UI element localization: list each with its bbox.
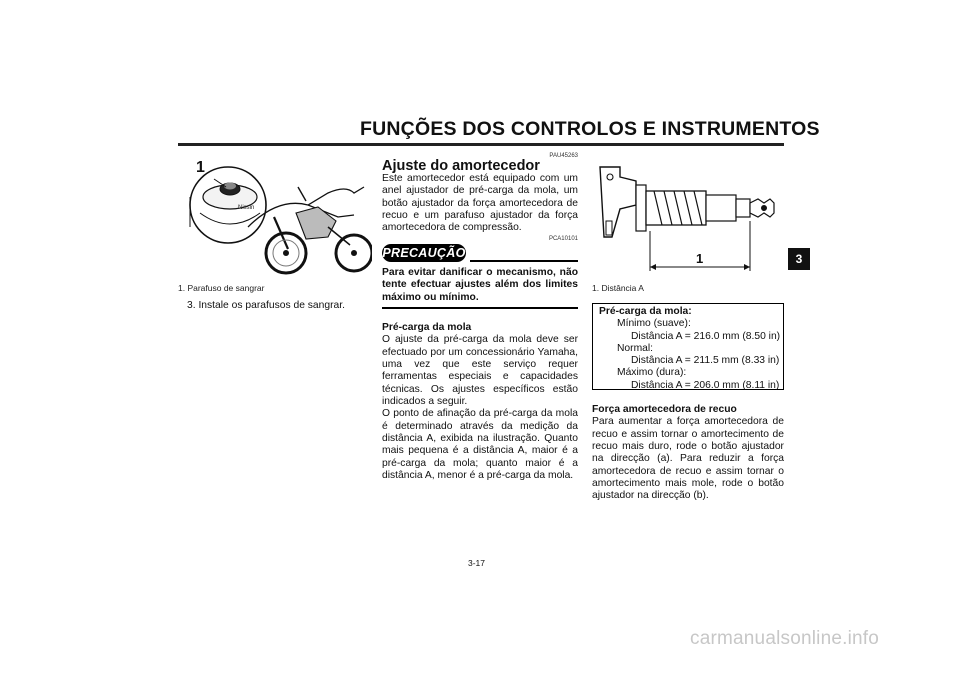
intro-text: Este amortecedor está equipado com um anel ajustador de pré-carga da mola, um botão ajustador da força amortecedora de recuo e um parafuso ajustador da força amortecedora de compressão. — [382, 173, 578, 234]
spec-normal-label: Normal: — [617, 342, 654, 354]
figure-callout-distance: 1 — [696, 251, 704, 266]
caution-end-rule — [382, 307, 578, 309]
preload-heading: Pré-carga da mola — [382, 322, 472, 333]
figure-callout-1: 1 — [196, 159, 205, 176]
figure-caption-distance: 1. Distância A — [592, 283, 644, 293]
section-code: PAU45263 — [549, 153, 578, 159]
figure-caption: 1. Parafuso de sangrar — [178, 283, 265, 293]
step-text: 3. Instale os parafusos de sangrar. — [187, 300, 345, 311]
rebound-paragraph: Para aumentar a força amortecedora de recuo e assim tornar o amortecimento de recuo mais duro, rode o botão ajustador na direcção (a). Para reduzir a força amortecedora de recuo e assim tornar o amortecimento mais mole, rode o botão ajustador na direcção (b). — [592, 416, 784, 502]
page-number: 3-17 — [468, 558, 486, 568]
header-rule — [178, 143, 784, 146]
rebound-section — [592, 404, 784, 503]
caution-badge: PRECAUÇÃO — [382, 246, 466, 260]
section-title: Ajuste do amortecedor — [382, 158, 540, 174]
preload-paragraph-2: O ponto de afinação da pré-carga da mola é determinado através da medição da distância A, exibida na ilustração. Quanto mais pequena é a distância A, maior é a pré-carga da mola; quanto maior é a distância A, menor é a pré-carga da mola. — [382, 408, 578, 482]
preload-paragraph-1: O ajuste da pré-carga da mola deve ser efectuado por um concessionário Yamaha, uma vez que este serviço requer ferramentas especiais e capacidades técnicas. Os ajustes específicos estão indicados a seguir. — [382, 334, 578, 408]
spec-box — [592, 303, 784, 390]
caution-rule — [470, 260, 578, 262]
page-title: FUNÇÕES DOS CONTROLOS E INSTRUMENTOS — [360, 118, 820, 140]
rebound-heading: Força amortecedora de recuo — [592, 404, 737, 415]
preload-section — [382, 322, 578, 482]
spec-max-label: Máximo (dura): — [617, 367, 687, 379]
watermark: carmanualsonline.info — [690, 628, 880, 649]
spec-min-value: Distância A = 216.0 mm (8.50 in) — [631, 330, 781, 342]
svg-text:Nissin: Nissin — [238, 205, 255, 211]
spec-max-value: Distância A = 206.0 mm (8.11 in) — [631, 379, 780, 391]
shock-absorber-illustration — [592, 157, 784, 275]
chapter-tab: 3 — [788, 248, 810, 270]
spec-normal-value: Distância A = 211.5 mm (8.33 in) — [631, 355, 780, 367]
caution-code: PCA10101 — [548, 236, 578, 242]
caution-text: Para evitar danificar o mecanismo, não tente efectuar ajustes além dos limites máximo ou mínimo. — [382, 267, 578, 303]
intro-paragraph — [382, 173, 578, 235]
spec-title: Pré-carga da mola: — [599, 306, 692, 317]
bleed-screw-illustration — [178, 157, 372, 275]
spec-min-label: Mínimo (suave): — [617, 318, 691, 330]
